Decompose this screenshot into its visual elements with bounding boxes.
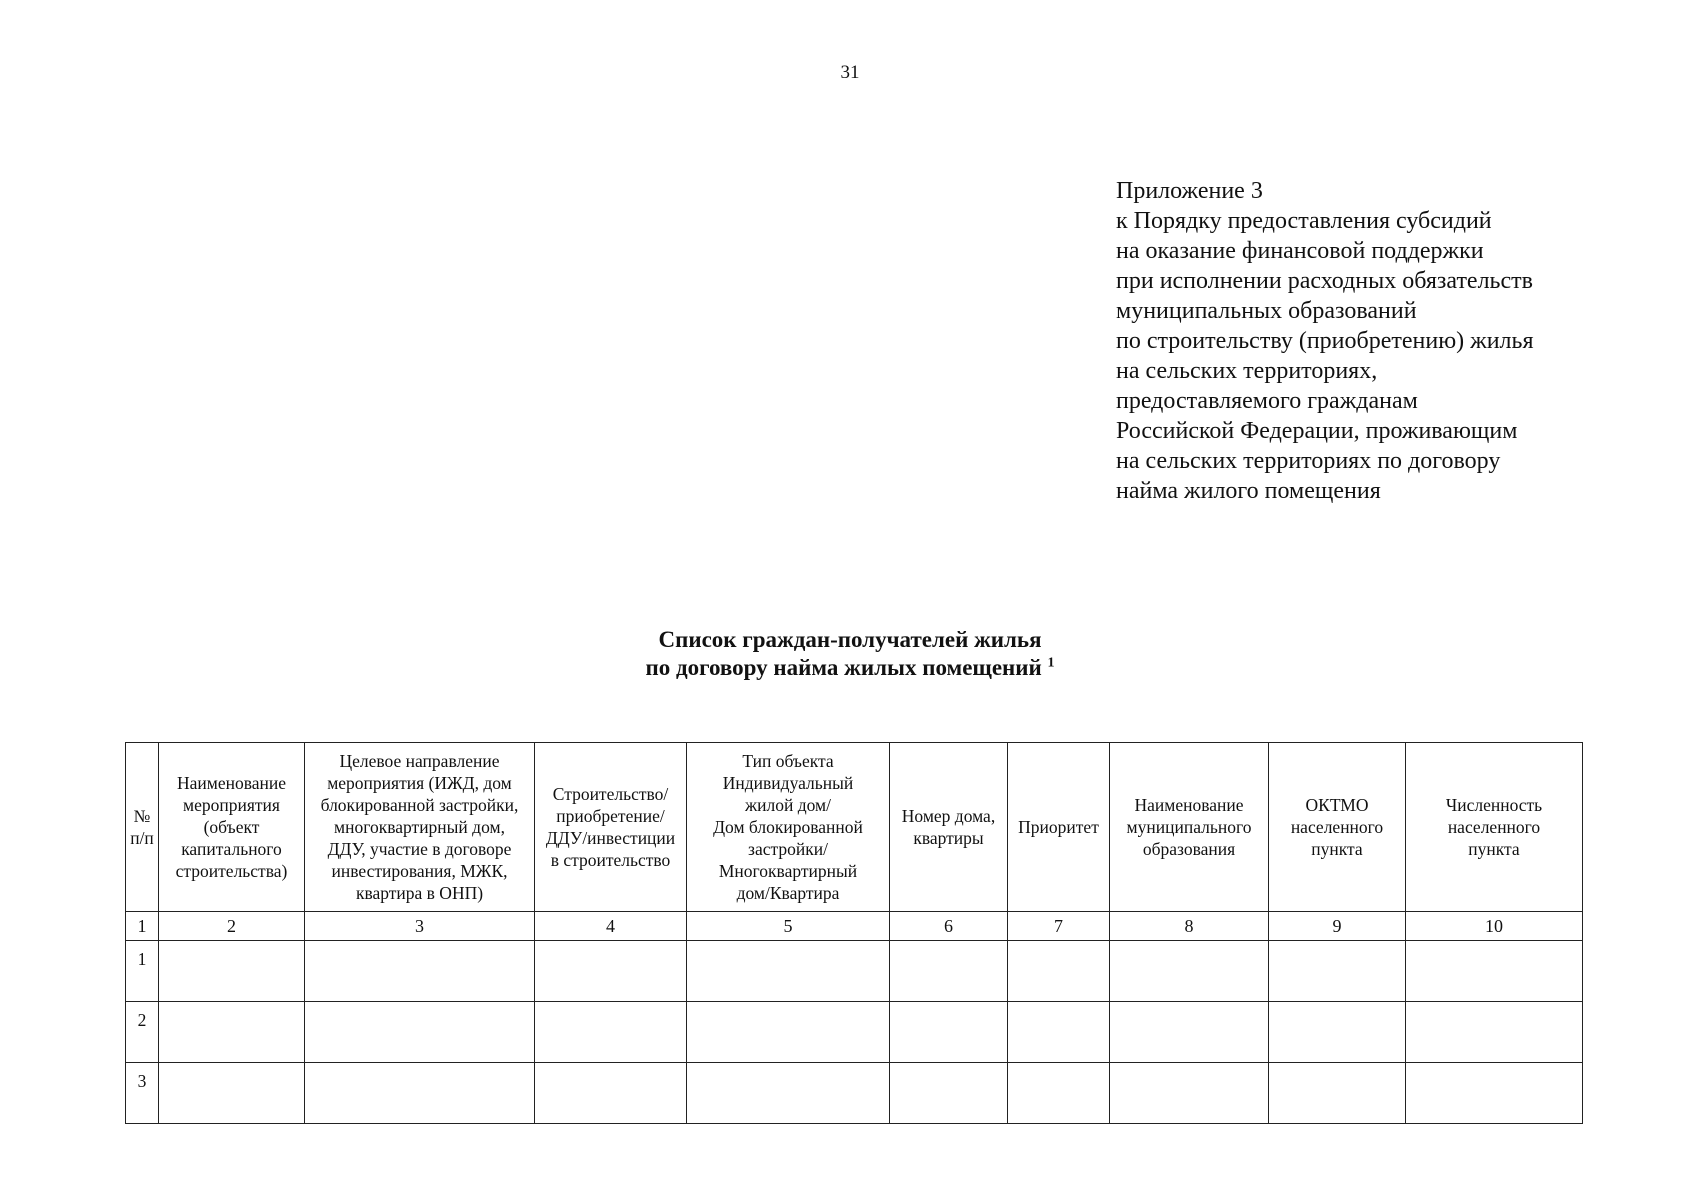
table-cell (159, 1063, 305, 1124)
appendix-line: по строительству (приобретению) жилья (1116, 328, 1534, 354)
column-header (1110, 743, 1269, 912)
column-header-line: пункта (1468, 839, 1520, 859)
column-header-line: (объект (203, 817, 260, 837)
column-header-line: дом/Квартира (736, 883, 840, 903)
column-header-line: населенного (1290, 817, 1384, 837)
appendix-line: на оказание финансовой поддержки (1116, 238, 1484, 264)
table-cell (1110, 1063, 1269, 1124)
column-header-line: блокированной застройки, (320, 795, 519, 815)
table-cell (1110, 941, 1269, 1002)
table-cell (687, 941, 890, 1002)
column-header-line: пункта (1311, 839, 1363, 859)
row-index-cell: 3 (126, 1063, 159, 1124)
column-number-cell: 8 (1110, 912, 1269, 941)
document-title (0, 626, 1687, 682)
column-header (890, 743, 1008, 912)
table-cell (535, 1063, 687, 1124)
column-header-line: Индивидуальный (722, 773, 854, 793)
title-line-1: Список граждан-получателей жилья (658, 627, 1042, 652)
column-number-cell: 1 (126, 912, 159, 941)
column-number-cell: 7 (1008, 912, 1110, 941)
recipients-table (125, 742, 1583, 1124)
page-number: 31 (840, 62, 860, 83)
column-header (1269, 743, 1406, 912)
table-cell (305, 1002, 535, 1063)
appendix-line: на сельских территориях, (1116, 358, 1378, 384)
column-header-line: Наименование (176, 773, 287, 793)
column-header-line: капитального (181, 839, 282, 859)
column-header-line: строительства) (175, 861, 288, 881)
column-header-line: Численность (1445, 795, 1543, 815)
appendix-line: предоставляемого гражданам (1116, 388, 1418, 414)
table-cell (1406, 1063, 1583, 1124)
table-row (126, 941, 1583, 1002)
column-number-cell: 9 (1269, 912, 1406, 941)
table-cell (890, 941, 1008, 1002)
appendix-line: к Порядку предоставления субсидий (1116, 208, 1492, 234)
table-cell (1406, 1002, 1583, 1063)
title-line-2 (0, 654, 1687, 682)
table-cell (305, 1063, 535, 1124)
appendix-line: найма жилого помещения (1116, 478, 1381, 504)
appendix-line: при исполнении расходных обязательств (1116, 268, 1533, 294)
column-header (687, 743, 890, 912)
column-header-line: в строительство (550, 850, 671, 870)
table-cell (305, 941, 535, 1002)
column-header (159, 743, 305, 912)
row-index-cell: 1 (126, 941, 159, 1002)
column-header-line: Наименование (1134, 795, 1244, 815)
appendix-line: на сельских территориях по договору (1116, 448, 1501, 474)
column-header-line: Тип объекта (742, 751, 834, 771)
column-header-line: квартиры (913, 828, 984, 848)
column-header-line: Номер дома, (901, 806, 996, 826)
table-cell (159, 941, 305, 1002)
column-number-cell: 10 (1406, 912, 1583, 941)
column-number-cell: 4 (535, 912, 687, 941)
table-cell (1008, 941, 1110, 1002)
table-cell (890, 1063, 1008, 1124)
table-cell (1008, 1063, 1110, 1124)
table-cell (159, 1002, 305, 1063)
table-cell (1110, 1002, 1269, 1063)
column-header (126, 743, 159, 912)
header-row (126, 743, 1583, 912)
column-header-line: ДДУ/инвестиции (545, 828, 676, 848)
table-cell (890, 1002, 1008, 1063)
table-cell (687, 1002, 890, 1063)
table-row (126, 1063, 1583, 1124)
column-header-line: мероприятия (ИЖД, дом (327, 773, 512, 793)
column-header (535, 743, 687, 912)
column-header-line: ДДУ, участие в договоре (327, 839, 512, 859)
column-header-line: Многоквартирный (718, 861, 858, 881)
table-cell (1406, 941, 1583, 1002)
table-cell (535, 941, 687, 1002)
column-header-line: застройки/ (748, 839, 828, 859)
appendix-line: муниципальных образований (1116, 298, 1417, 324)
column-header-line: Строительство/ (552, 784, 669, 804)
column-header-line: Дом блокированной (713, 817, 863, 837)
column-header-line: населенного (1447, 817, 1541, 837)
table-cell (535, 1002, 687, 1063)
column-header-line: приобретение/ (556, 806, 665, 826)
column-number-cell: 3 (305, 912, 535, 941)
column-header (1008, 743, 1110, 912)
table-cell (1008, 1002, 1110, 1063)
column-header-line: ОКТМО (1305, 795, 1369, 815)
column-header (305, 743, 535, 912)
title-line-2-text: по договору найма жилых помещений (645, 655, 1042, 680)
column-header-line: инвестирования, МЖК, (331, 861, 508, 881)
table-cell (1269, 1063, 1406, 1124)
appendix-line: Российской Федерации, проживающим (1116, 418, 1518, 444)
column-number-cell: 5 (687, 912, 890, 941)
column-header-line: жилой дом/ (745, 795, 831, 815)
footnote-mark: 1 (1047, 655, 1055, 671)
column-number-cell: 6 (890, 912, 1008, 941)
column-header-line: № (133, 806, 151, 826)
column-header (1406, 743, 1583, 912)
column-header-line: Приоритет (1018, 817, 1099, 837)
table-cell (1269, 941, 1406, 1002)
column-header-line: мероприятия (183, 795, 280, 815)
row-index-cell: 2 (126, 1002, 159, 1063)
appendix-note (1116, 176, 1636, 506)
table-row (126, 1002, 1583, 1063)
column-header-line: Целевое направление (339, 751, 500, 771)
column-header-line: п/п (130, 828, 154, 848)
column-number-cell: 2 (159, 912, 305, 941)
table-cell (1269, 1002, 1406, 1063)
column-header-line: многоквартирный дом, (334, 817, 505, 837)
column-number-row (126, 912, 1583, 941)
table-cell (687, 1063, 890, 1124)
column-header-line: муниципального (1126, 817, 1252, 837)
column-header-line: квартира в ОНП) (355, 883, 484, 903)
appendix-line: Приложение 3 (1116, 178, 1263, 204)
column-header-line: образования (1142, 839, 1236, 859)
